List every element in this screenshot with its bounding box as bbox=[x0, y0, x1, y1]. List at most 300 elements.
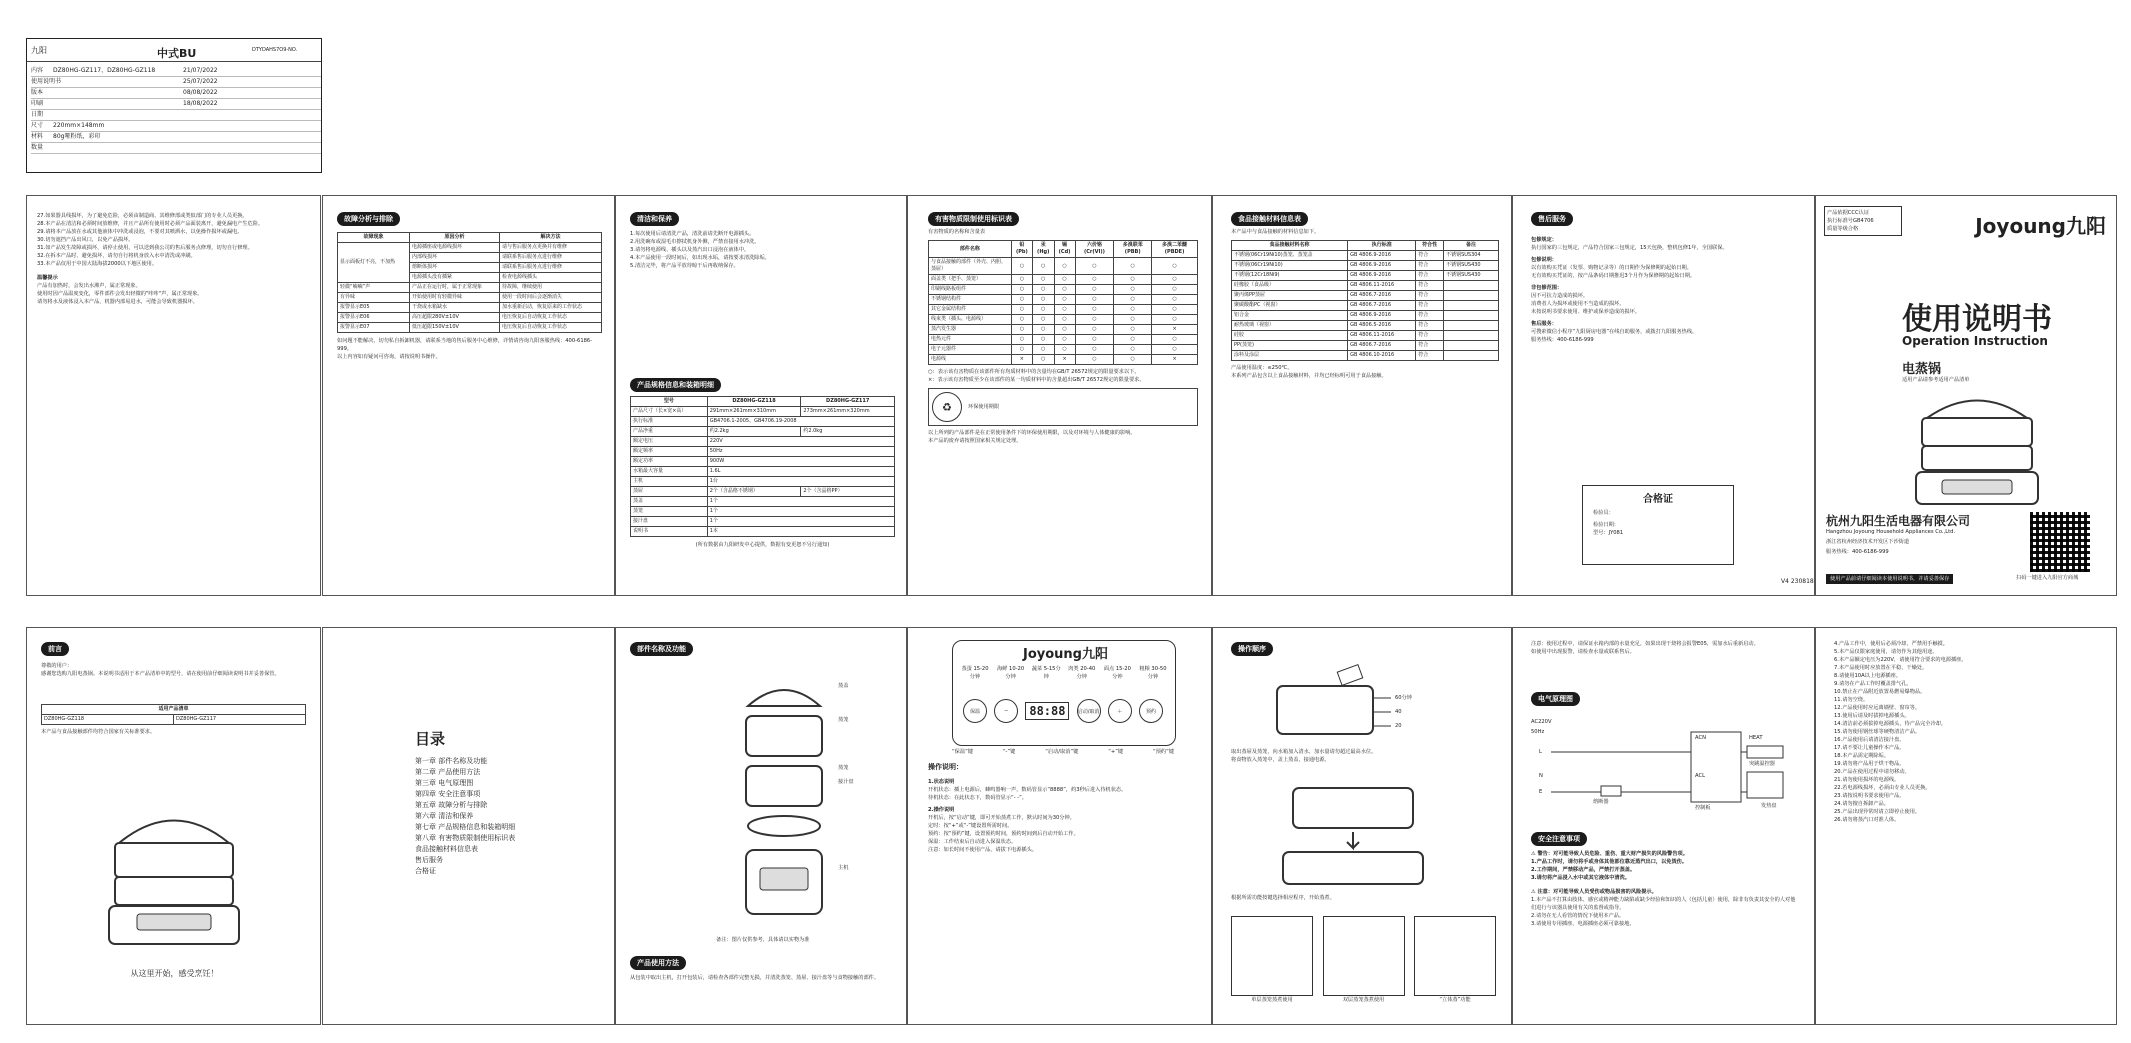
steamer-svg bbox=[1902, 388, 2052, 508]
ops-list bbox=[928, 774, 1200, 854]
safety-line: 23.请按说明书要求使用产品。 bbox=[1834, 793, 1905, 799]
cert-sticker bbox=[1824, 206, 1902, 236]
table-cell: 符合 bbox=[1416, 341, 1444, 351]
table-header: 原因分析 bbox=[410, 233, 500, 243]
table-cell: GB4706.1-2005、GB4706.19-2008 bbox=[707, 417, 894, 427]
table-row bbox=[929, 305, 1198, 315]
table-cell bbox=[1444, 351, 1499, 361]
info-date: 21/07/2022 bbox=[183, 67, 218, 74]
circuit-label: ACL bbox=[1695, 773, 1705, 779]
ops-line: 1.状态说明 bbox=[928, 779, 955, 785]
info-bu: 中式BU bbox=[157, 47, 197, 60]
cleaning-line: 4.本产品使用一段时间后，如出现水垢，请按要求清洗除垢。 bbox=[630, 255, 770, 261]
table-cell: ○ bbox=[1011, 335, 1032, 345]
eco-period-icon: ♻ bbox=[932, 392, 962, 422]
info-row-label: 数量 bbox=[31, 144, 44, 151]
spec-badge: 产品规格信息和装箱明细 bbox=[630, 378, 721, 392]
hazard-footer-note: 以上所列的产品部件是在正常使用条件下的环保使用期限，以及对环境与人体健康的影响。 bbox=[928, 430, 1136, 436]
safety-line: 17.请不要让儿童操作本产品。 bbox=[1834, 745, 1905, 751]
table-cell: 50Hz bbox=[707, 447, 894, 457]
caution-line: 2.请勿在无人看管的情况下使用本产品。 bbox=[1531, 913, 1625, 919]
sticker-line: 执行标准号GB4706 bbox=[1827, 218, 1874, 224]
table-row bbox=[1232, 311, 1499, 321]
top-panel-6 bbox=[1512, 195, 1815, 596]
cover-panel bbox=[1815, 195, 2117, 596]
bot-panel-6 bbox=[1512, 627, 1815, 1025]
table-cell: 符合 bbox=[1416, 301, 1444, 311]
table-cell: ○ bbox=[1011, 325, 1032, 335]
table-cell: GB 4806.10-2016 bbox=[1348, 351, 1416, 361]
usage-images bbox=[1231, 916, 1496, 1004]
safety-line: 15.请勿使用钢丝球等硬物清洁产品。 bbox=[1834, 729, 1921, 735]
table-cell: 1台 bbox=[707, 477, 894, 487]
circuit-label: 突跳温控器 bbox=[1749, 761, 1775, 767]
table-cell: 显示面板灯不亮，不加热 bbox=[338, 243, 410, 283]
cleaning-badge: 清洁和保养 bbox=[630, 212, 679, 226]
table-row bbox=[1232, 341, 1499, 351]
after-sales-item: 消费者人为损坏或使用不当造成的损坏。 bbox=[1531, 301, 1625, 307]
toc-item[interactable]: 食品接触材料信息表 bbox=[415, 845, 478, 853]
table-cell: ○ bbox=[1075, 345, 1114, 355]
preface-badge: 前言 bbox=[41, 642, 69, 656]
table-cell: ○ bbox=[1075, 295, 1114, 305]
table-cell: 报警显示E05 bbox=[338, 303, 410, 313]
company-hotline: 服务热线：400-6186-999 bbox=[1826, 549, 1889, 555]
table-cell: ○ bbox=[1075, 275, 1114, 285]
version-code: V4 230818 bbox=[1781, 578, 1814, 585]
safety-line: 22.若电源线损坏，必须由专业人员更换。 bbox=[1834, 785, 1931, 791]
ops-line: 保温：工作结束后自动进入保温状态。 bbox=[928, 839, 1017, 845]
safety-line: 33.本产品仅用于中国大陆海拔2000以下地区使用。 bbox=[37, 261, 158, 267]
table-row bbox=[929, 285, 1198, 295]
table-cell: ○ bbox=[1075, 355, 1114, 365]
table-header: 多溴二苯醚(PBDE) bbox=[1152, 241, 1198, 258]
table-cell: 不锈钢(12Cr18Ni9) bbox=[1232, 271, 1348, 281]
table-row bbox=[1232, 261, 1499, 271]
table-cell: 铝合金 bbox=[1232, 311, 1348, 321]
table-cell: 273mm×261mm×320mm bbox=[801, 407, 895, 417]
water-mark: 20 bbox=[1395, 723, 1402, 729]
circuit-label: E bbox=[1539, 789, 1543, 795]
company-address: 浙江省杭州经济技术开发区下沙街道 bbox=[1826, 539, 1910, 545]
table-row bbox=[929, 325, 1198, 335]
cert-title: 合格证 bbox=[1643, 494, 1673, 505]
table-header: 执行标准 bbox=[1348, 241, 1416, 251]
table-row bbox=[929, 315, 1198, 325]
usage-image-frame bbox=[1414, 916, 1496, 996]
button-caption: “+”键 bbox=[1108, 749, 1124, 755]
table-cell: ○ bbox=[1032, 295, 1054, 305]
info-doc-code: DTYDAHS7O9-NO. bbox=[252, 47, 298, 53]
table-cell: ○ bbox=[1054, 285, 1075, 295]
safety-line: 8.请使用10A以上电源插座。 bbox=[1834, 673, 1901, 679]
control-button[interactable]: 保温 bbox=[963, 699, 987, 723]
table-cell: ○ bbox=[1032, 335, 1054, 345]
table-cell: 不锈钢SUS430 bbox=[1444, 271, 1499, 281]
table-cell: GB 4806.7-2016 bbox=[1348, 301, 1416, 311]
table-cell: ○ bbox=[1032, 258, 1054, 275]
table-cell: × bbox=[1011, 355, 1032, 365]
table-row bbox=[929, 295, 1198, 305]
table-cell: 硅橡胶（食品级） bbox=[1232, 281, 1348, 291]
exploded-diagram bbox=[742, 672, 826, 922]
table-cell: 不锈钢SUS430 bbox=[1444, 261, 1499, 271]
table-row bbox=[929, 275, 1198, 285]
toc-item[interactable]: 第八章 有害物质限制使用标识表 bbox=[415, 834, 516, 842]
after-sales-list bbox=[1531, 232, 1799, 344]
part-label: 主机 bbox=[838, 865, 849, 871]
safety-line: 7.本产品使用时应放置在平稳、干燥处。 bbox=[1834, 665, 1928, 671]
warm-tip-line: 使用时因产品温度变化，零件部件会发出轻微的"咔咔"声，属正常现象。 bbox=[37, 291, 203, 297]
table-cell: 电压恢复后自动恢复工作状态 bbox=[499, 323, 601, 333]
table-cell: ○ bbox=[1152, 335, 1198, 345]
info-date: 08/08/2022 bbox=[183, 89, 218, 96]
circuit-label: L bbox=[1539, 749, 1542, 755]
control-button[interactable]: 预约 bbox=[1139, 699, 1163, 723]
toc-item[interactable]: 合格证 bbox=[415, 867, 436, 875]
qr-caption: 扫码一键进入九阳官方商城 bbox=[2016, 575, 2079, 581]
table-row bbox=[338, 243, 602, 253]
table-row bbox=[1232, 351, 1499, 361]
table-cell: 额定功率 bbox=[631, 457, 708, 467]
table-cell: ○ bbox=[1114, 355, 1152, 365]
table-cell: ○ bbox=[1152, 275, 1198, 285]
toc-item[interactable]: 第五章 故障分析与排除 bbox=[415, 801, 488, 809]
troubleshoot-note: 以上内容如有疑问可咨询，请按说明书操作。 bbox=[337, 354, 441, 360]
warm-tip-title: 温馨提示 bbox=[37, 275, 58, 281]
button-label-row bbox=[952, 748, 1174, 756]
table-cell: ○ bbox=[1152, 285, 1198, 295]
table-cell: GB 4806.9-2016 bbox=[1348, 251, 1416, 261]
food-contact-table bbox=[1231, 240, 1499, 361]
safety-line: 9.请勿在产品工作时覆盖排气孔。 bbox=[1834, 681, 1912, 687]
table-row bbox=[631, 497, 895, 507]
table-cell: 耐热玻璃（视窗） bbox=[1232, 321, 1348, 331]
parts-labels bbox=[838, 682, 898, 932]
safety-badge: 安全注意事项 bbox=[1531, 832, 1587, 846]
hazard-note: ○：表示该有害物质在该部件所有均质材料中的含量均在GB/T 26572规定的限量要求以下。 bbox=[928, 369, 1140, 375]
usage-image-caption: 单层蒸笼蒸煮使用 bbox=[1251, 997, 1293, 1003]
models-table bbox=[41, 704, 306, 725]
ops-line: 待机状态：在此状态下，数码管显示“- -”。 bbox=[928, 795, 1027, 801]
safety-line: 14.清洁前必须拔掉电源插头，待产品完全冷却。 bbox=[1834, 721, 1947, 727]
table-cell: ○ bbox=[1011, 345, 1032, 355]
safety-line: 16.产品使用后请清洁接汁盘。 bbox=[1834, 737, 1905, 743]
toc-item[interactable]: 第七章 产品规格信息和装箱明细 bbox=[415, 823, 516, 831]
food-contact-note: 本系列产品包含以上食品接触材料，并均已经标明可用于食品接触。 bbox=[1231, 373, 1387, 379]
preset-label: 面点 15-20分钟 bbox=[1103, 666, 1131, 680]
table-cell: ○ bbox=[1011, 275, 1032, 285]
table-cell: 蒸汽发生器 bbox=[929, 325, 1012, 335]
table-cell: ○ bbox=[1114, 315, 1152, 325]
table-cell: ○ bbox=[1114, 345, 1152, 355]
table-row bbox=[631, 427, 895, 437]
top-panel-5 bbox=[1212, 195, 1512, 596]
warning-line: 1.产品工作时，请勿将手或身体其他部位靠近蒸汽出口，以免烫伤。 bbox=[1531, 859, 1688, 865]
circuit-label: 50Hz bbox=[1531, 729, 1545, 735]
bot-panel-1 bbox=[26, 627, 321, 1025]
table-cell: 符合 bbox=[1416, 291, 1444, 301]
part-label: 蒸笼 bbox=[838, 717, 849, 723]
preset-label: 海鲜 10-20分钟 bbox=[997, 666, 1025, 680]
table-cell: GB 4806.9-2016 bbox=[1348, 271, 1416, 281]
table-cell: ○ bbox=[1152, 345, 1198, 355]
table-row bbox=[631, 447, 895, 457]
table-header: 适用产品清单 bbox=[42, 705, 306, 715]
table-cell: ○ bbox=[1075, 315, 1114, 325]
table-cell: 接汁盘 bbox=[631, 517, 708, 527]
table-cell: 符合 bbox=[1416, 351, 1444, 361]
control-button[interactable]: ＋ bbox=[1108, 699, 1132, 723]
top-note: 注意：使用过程中，请保证水箱内部的水量充足，如果出现干烧将会报警E05，需加水后重新启动。 bbox=[1531, 641, 1759, 647]
table-row bbox=[42, 715, 306, 725]
table-row bbox=[631, 457, 895, 467]
table-cell: ○ bbox=[1152, 315, 1198, 325]
table-cell: 电源线 bbox=[929, 355, 1012, 365]
toc-item[interactable]: 售后服务 bbox=[415, 856, 443, 864]
circuit-label: ACN bbox=[1695, 735, 1706, 741]
preface-intro: 感谢您选购九阳电蒸锅。本说明书适用于本产品清单中的型号，请在使用前仔细阅读说明书并妥善保管。 bbox=[41, 671, 280, 677]
info-row-label: 版本 bbox=[31, 89, 44, 96]
ops-title: 操作说明： bbox=[928, 763, 963, 771]
table-row bbox=[338, 293, 602, 303]
caution-line: 3.请使用专用插座，电源插座必须可靠接地。 bbox=[1531, 921, 1635, 927]
toc-item[interactable]: 第六章 清洁和保养 bbox=[415, 812, 474, 820]
usage-image bbox=[1323, 916, 1405, 1004]
table-cell: 其它金属结构件 bbox=[929, 305, 1012, 315]
table-row bbox=[338, 313, 602, 323]
table-cell: ○ bbox=[1152, 305, 1198, 315]
table-cell: × bbox=[1152, 355, 1198, 365]
safety-line: 21.请勿使用损坏的电源线。 bbox=[1834, 777, 1900, 783]
table-row bbox=[338, 283, 602, 293]
table-cell bbox=[1444, 301, 1499, 311]
table-header: 部件名称 bbox=[929, 241, 1012, 258]
table-cell: ○ bbox=[1054, 305, 1075, 315]
control-panel-logo: Joyoung九阳 bbox=[1023, 647, 1108, 662]
warm-tip-line: 产品有加热时，会发出水沸声，属正常现象。 bbox=[37, 283, 141, 289]
table-cell bbox=[1444, 331, 1499, 341]
after-sales-item: 可搜索微信小程序“九阳厨房电器”在线自助服务，或拨打九阳服务热线。 bbox=[1531, 329, 1698, 335]
steam-tray-diagram bbox=[1273, 778, 1443, 888]
sticker-line: 产品依据CCC认证 bbox=[1827, 210, 1869, 216]
table-row bbox=[631, 477, 895, 487]
table-header: 备注 bbox=[1444, 241, 1499, 251]
table-row bbox=[631, 407, 895, 417]
safety-line: 27.如果器具线损坏，为了避免危险，必须由制造商、其维修部或类似部门的专业人员更换。 bbox=[37, 213, 248, 219]
table-cell: ○ bbox=[1054, 295, 1075, 305]
table-cell: ○ bbox=[1114, 325, 1152, 335]
safety-line: 28.本产品在清洁和必须时间放维修，并且产品所有使用时必须产品面装离开，避免漏电产生危险。 bbox=[37, 221, 264, 227]
table-cell: ○ bbox=[1032, 325, 1054, 335]
usage-badge: 产品使用方法 bbox=[630, 956, 686, 970]
table-cell: 1个 bbox=[707, 497, 894, 507]
table-cell: ○ bbox=[1075, 305, 1114, 315]
table-row bbox=[1232, 321, 1499, 331]
caution-line: 1.本产品不打算由肢体、感官或精神能力缺陷或缺少经验和知识的人（包括儿童）使用，除非有负责其安全的人对他们进行与该器具使用有关的监督或指导。 bbox=[1531, 897, 1796, 911]
table-cell bbox=[1444, 321, 1499, 331]
preset-label: 蒸蛋 15-20分钟 bbox=[961, 666, 989, 680]
warning-title bbox=[1531, 850, 1799, 858]
warning-icon: ⚠ bbox=[1531, 851, 1538, 857]
table-cell: 2个（含晶格不锈钢） bbox=[707, 487, 801, 497]
after-sales-item: 未按说明书要求使用、维护或保养造成的损坏。 bbox=[1531, 309, 1640, 315]
toc-item[interactable]: 第四章 安全注意事项 bbox=[415, 790, 481, 798]
after-sales-item: 执行国家的三包规定，产品符合国家三包规定，15天包换，整机包修1年，全国联保。 bbox=[1531, 245, 1728, 251]
table-header: DZ80HG-GZ117 bbox=[801, 397, 895, 407]
info-row-label: 使用说明书 bbox=[31, 78, 62, 85]
table-cell: 报警显示E07 bbox=[338, 323, 410, 333]
hazard-caption: 有害物质的名称和含量表 bbox=[928, 229, 986, 235]
table-header: 符合性 bbox=[1416, 241, 1444, 251]
table-row bbox=[1232, 291, 1499, 301]
table-cell bbox=[1444, 311, 1499, 321]
table-cell: ○ bbox=[1054, 275, 1075, 285]
table-cell: 电子元器件 bbox=[929, 345, 1012, 355]
cleaning-line: 1.每次使用后请清洗产品，清洗前请先断开电源插头。 bbox=[630, 231, 755, 237]
troubleshoot-note: 如问题不能解决，切勿私自拆卸机器，请联系当地的售后服务中心维修，详情请咨询九阳客服热线：400-6186-999。 bbox=[337, 338, 593, 352]
usage-text: 从包装中取出主机，打开包装后，请检查各部件完整无损，并清洗蒸笼、蒸屉、接汁盘等与食物接触的部件。 bbox=[630, 975, 880, 981]
cover-models-line: 适用产品请参考适用产品清单 bbox=[1902, 377, 1970, 383]
table-cell: 符合 bbox=[1416, 331, 1444, 341]
table-cell: 1个 bbox=[707, 507, 894, 517]
button-row bbox=[963, 699, 1163, 723]
safety-line: 25.产品出现异常时请立即停止使用。 bbox=[1834, 809, 1921, 815]
table-header: 型号 bbox=[631, 397, 708, 407]
parts-badge: 部件名称及功能 bbox=[630, 642, 693, 656]
usage-image-caption: 双层蒸笼蒸煮使用 bbox=[1342, 997, 1385, 1003]
info-row-label: 内容 bbox=[31, 67, 44, 74]
spec-note: (所有数据由九阳研发中心提供，数据有变更恕不另行通知) bbox=[695, 542, 830, 548]
table-cell: 聚丙烯PP蒸屉 bbox=[1232, 291, 1348, 301]
ops-line: 2.操作说明 bbox=[928, 807, 955, 813]
troubleshoot-badge: 故障分析与排除 bbox=[337, 212, 400, 226]
info-row-label: 尺寸 bbox=[31, 122, 44, 129]
after-sales-item: 因不可抗力造成的损坏。 bbox=[1531, 293, 1589, 299]
table-cell: 900W bbox=[707, 457, 894, 467]
table-row bbox=[1232, 281, 1499, 291]
safety-line: 6.本产品额定电压为220V，请使用符合要求的电源插座。 bbox=[1834, 657, 1967, 663]
food-contact-intro: 本产品中与食品接触的材料信息如下。 bbox=[1231, 229, 1320, 235]
table-row bbox=[1232, 251, 1499, 261]
table-cell: 291mm×261mm×310mm bbox=[707, 407, 801, 417]
table-cell: ○ bbox=[1075, 335, 1114, 345]
caution-title-text: 注意：对可能导致人员受伤或物品损害的风险提示。 bbox=[1537, 889, 1657, 895]
table-header: 解决方法 bbox=[499, 233, 601, 243]
cleaning-line: 2.用洗碗布或湿毛巾擦拭机身外侧，严禁直接用水冲洗。 bbox=[630, 239, 760, 245]
circuit-badge: 电气原理图 bbox=[1531, 692, 1580, 706]
table-cell: ○ bbox=[1032, 305, 1054, 315]
preface-steamer-illustration bbox=[99, 798, 249, 948]
bot-panel-3 bbox=[615, 627, 907, 1025]
button-caption: “保温”键 bbox=[952, 749, 973, 755]
table-cell: 符合 bbox=[1416, 311, 1444, 321]
table-cell: PP(蒸笼) bbox=[1232, 341, 1348, 351]
ops-line: 开机后，按“启动”键，即可开始蒸煮工作，默认时间为30分钟。 bbox=[928, 815, 1075, 821]
toc-item[interactable]: 第一章 部件名称及功能 bbox=[415, 757, 488, 765]
table-row bbox=[631, 437, 895, 447]
sequence-step: 取出蒸屉及蒸笼，向水箱加入清水，加水量请勿超过最高水位。 bbox=[1231, 749, 1377, 755]
ops-line: 注意：如长时间不使用产品，请拔下电源插头。 bbox=[928, 847, 1037, 853]
table-row bbox=[631, 527, 895, 537]
control-button[interactable]: − bbox=[994, 699, 1018, 723]
table-cell: ○ bbox=[1032, 315, 1054, 325]
table-cell: ○ bbox=[1114, 275, 1152, 285]
caution-icon: ⚠ bbox=[1531, 889, 1538, 895]
preset-label: 粗粮 30-50分钟 bbox=[1139, 666, 1167, 680]
cover-logo: Joyoung九阳 bbox=[1975, 214, 2106, 238]
table-cell: ○ bbox=[1114, 335, 1152, 345]
table-row bbox=[1232, 271, 1499, 281]
part-label: 蒸盖 bbox=[838, 683, 849, 689]
bot-panel-4 bbox=[907, 627, 1212, 1025]
part-label: 接汁盘 bbox=[838, 779, 854, 785]
info-models: DZ80HG-GZ117、DZ80HG-GZ118 bbox=[53, 67, 156, 74]
bot-panel-2 bbox=[322, 627, 615, 1025]
food-contact-note: 产品使用温度：≤250℃。 bbox=[1231, 365, 1293, 371]
table-cell: 轻微“嘀嘀”声 bbox=[338, 283, 410, 293]
table-cell bbox=[1444, 341, 1499, 351]
table-cell: × bbox=[1152, 325, 1198, 335]
circuit-label: 熔断器 bbox=[1593, 799, 1609, 805]
table-cell: GB 4806.7-2016 bbox=[1348, 291, 1416, 301]
table-row bbox=[1232, 331, 1499, 341]
table-cell: ○ bbox=[1114, 295, 1152, 305]
table-cell: 不锈钢结构件 bbox=[929, 295, 1012, 305]
company-en: Hangzhou Joyoung Household Appliances Co.,Ltd. bbox=[1826, 529, 1956, 535]
table-row bbox=[631, 517, 895, 527]
button-caption: “启动/取消”键 bbox=[1045, 749, 1079, 755]
safety-line: 5.本产品仅限家庭使用，请勿作为其他用途。 bbox=[1834, 649, 1938, 655]
after-sales-item: 无有效购买凭证的，按产品条码日期推迟3个月作为保修期的起始日期。 bbox=[1531, 273, 1696, 279]
toc-item[interactable]: 第二章 产品使用方法 bbox=[415, 768, 481, 776]
steamer-illustration bbox=[1902, 388, 2052, 508]
table-row bbox=[929, 345, 1198, 355]
qr-code[interactable] bbox=[2030, 512, 2090, 572]
info-row-label: 材料 bbox=[31, 133, 44, 140]
table-cell: 符合 bbox=[1416, 321, 1444, 331]
toc-title: 目录 bbox=[415, 730, 446, 748]
table-cell: 面盖类（把手、蒸笼） bbox=[929, 275, 1012, 285]
hazard-note: ×：表示该有害物质至少在该部件的某一均质材料中的含量超出GB/T 26572规定的限量要求。 bbox=[928, 377, 1145, 383]
table-cell: 线束类（插头、电源线） bbox=[929, 315, 1012, 325]
water-mark: 60分钟 bbox=[1395, 695, 1412, 701]
water-level-diagram bbox=[1273, 668, 1443, 738]
table-cell: ○ bbox=[1114, 258, 1152, 275]
toc-item[interactable]: 第三章 电气原理图 bbox=[415, 779, 474, 787]
after-sales-item: 售后服务： bbox=[1531, 321, 1557, 327]
table-cell: ○ bbox=[1054, 315, 1075, 325]
table-row bbox=[338, 323, 602, 333]
bot-panel-7 bbox=[1815, 627, 2117, 1025]
control-button[interactable]: 启动/取消 bbox=[1077, 699, 1101, 723]
info-brand: 九阳 bbox=[31, 46, 47, 55]
table-cell: 符合 bbox=[1416, 261, 1444, 271]
sticker-line: 质量等级合格 bbox=[1827, 226, 1859, 232]
cert-row: 检验员： bbox=[1593, 510, 1614, 516]
circuit-label: HEAT bbox=[1749, 735, 1763, 741]
safety-line: 32.在拆本产品时，避免损坏，请勿自行将机身放入水中清洗或冲刷。 bbox=[37, 253, 196, 259]
table-cell: GB 4806.11-2016 bbox=[1348, 281, 1416, 291]
table-cell: × bbox=[1054, 355, 1075, 365]
table-cell: DZ80HG-GZ118 bbox=[42, 715, 174, 725]
after-sales-item: 非包修范围： bbox=[1531, 285, 1563, 291]
table-cell: ○ bbox=[1075, 258, 1114, 275]
top-note: 如使用中出现报警，请检查水量或联系售后。 bbox=[1531, 649, 1635, 655]
warning-title-text: 警告：对可能导致人员危险、重伤、重大财产损失的风险警告项。 bbox=[1537, 851, 1688, 857]
after-sales-item: 包修规定： bbox=[1531, 237, 1557, 243]
info-date: 18/08/2022 bbox=[183, 100, 218, 107]
